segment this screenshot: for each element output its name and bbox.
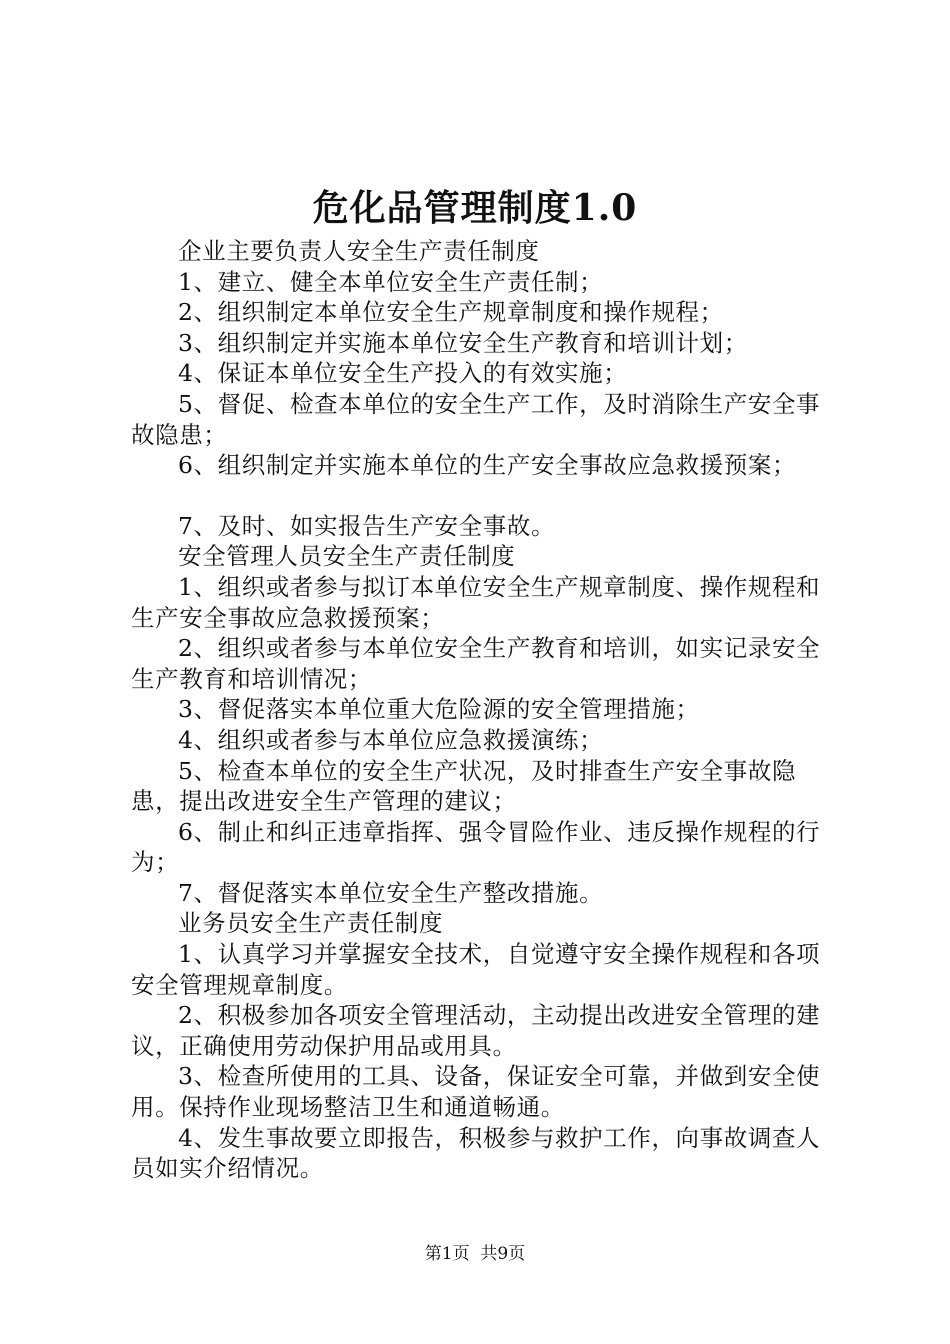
list-item: 2、积极参加各项安全管理活动，主动提出改进安全管理的建议，正确使用劳动保护用品或用具。 <box>131 1001 821 1060</box>
list-item: 5、检查本单位的安全生产状况，及时排查生产安全事故隐患，提出改进安全生产管理的建议； <box>131 756 797 816</box>
page-footer <box>0 1242 950 1266</box>
list-item: 1、建立、健全本单位安全生产责任制； <box>178 267 604 296</box>
list-item: 5、督促、检查本单位的安全生产工作，及时消除生产安全事故隐患； <box>131 389 821 449</box>
list-item: 4、组织或者参与本单位应急救援演练； <box>178 725 604 754</box>
list-item: 2、组织或者参与本单位安全生产教育和培训，如实记录安全生产教育和培训情况； <box>131 634 821 693</box>
list-item: 2、组织制定本单位安全生产规章制度和操作规程； <box>178 298 724 327</box>
page-title: 危化品管理制度1.0 <box>312 187 638 229</box>
list-item: 7、及时、如实报告生产安全事故。 <box>178 511 556 540</box>
page-total: 共9页 <box>480 1244 526 1264</box>
list-item: 4、保证本单位安全生产投入的有效实施； <box>178 359 628 388</box>
section-heading: 安全管理人员安全生产责任制度 <box>178 542 516 571</box>
list-item: 6、制止和纠正违章指挥、强令冒险作业、违反操作规程的行为； <box>131 817 821 877</box>
document-body <box>131 236 831 1184</box>
list-item: 3、组织制定并实施本单位安全生产教育和培训计划； <box>178 328 748 357</box>
section-heading: 企业主要负责人安全生产责任制度 <box>178 237 540 265</box>
list-item: 3、检查所使用的工具、设备，保证安全可靠，并做到安全使用。保持作业现场整洁卫生和通道畅通。 <box>131 1062 821 1122</box>
list-item: 1、认真学习并掌握安全技术，自觉遵守安全操作规程和各项安全管理规章制度。 <box>131 940 821 999</box>
section-heading: 业务员安全生产责任制度 <box>178 909 444 938</box>
list-item: 3、督促落实本单位重大危险源的安全管理措施； <box>178 695 700 724</box>
list-item: 1、组织或者参与拟订本单位安全生产规章制度、操作规程和生产安全事故应急救援预案； <box>131 572 821 632</box>
page-number: 第1页 <box>424 1244 470 1264</box>
list-item: 7、督促落实本单位安全生产整改措施。 <box>178 878 604 907</box>
list-item: 4、发生事故要立即报告，积极参与救护工作，向事故调查人员如实介绍情况。 <box>131 1123 821 1183</box>
list-item: 6、组织制定并实施本单位的生产安全事故应急救援预案； <box>178 451 797 480</box>
